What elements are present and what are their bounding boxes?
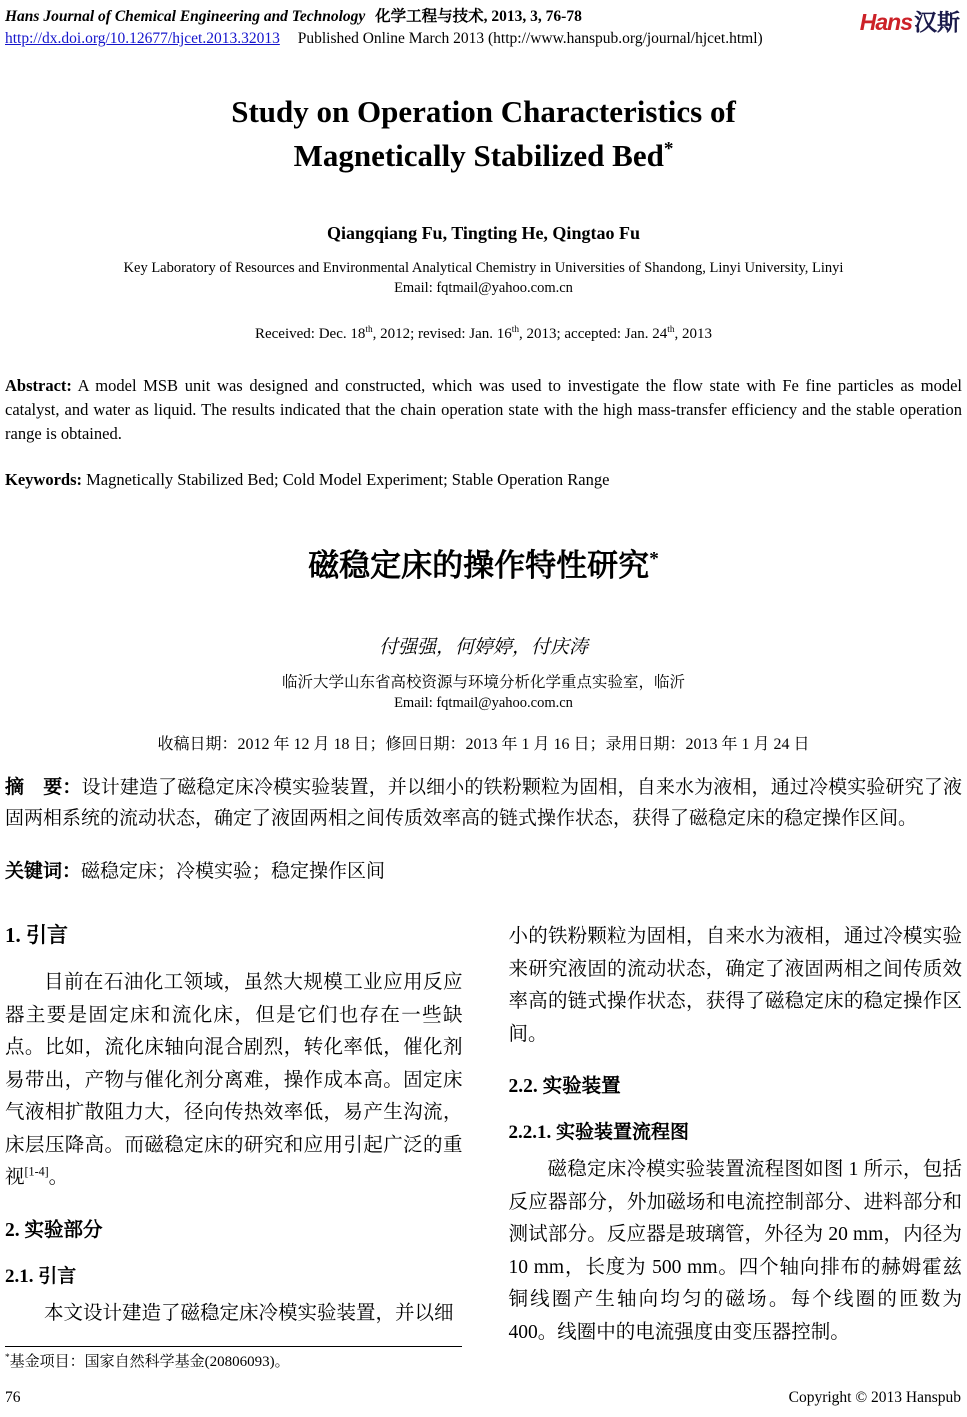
section-heading-2: 2. 实验部分 xyxy=(5,1219,103,1241)
section-heading-2-2-1: 2.2.1. 实验装置流程图 xyxy=(508,1122,689,1143)
paragraph-intro-text: 目前在石油化工领域，虽然大规模工业应用反应器主要是固定床和流化床，但是它们也存在一些缺点。比如，流化床轴向混合剧烈，转化率低，催化剂易带出，产物与催化剂分离难，操作成本高。固定床气液相扩散阻力大，径向传热效率低，易产生沟流，床层压降高。而磁稳定床的研究和应用引起广泛的重视 xyxy=(5,972,463,1188)
keywords-zh-text: 磁稳定床；冷模实验；稳定操作区间 xyxy=(81,861,386,882)
paper-title-en-line2-text: Magnetically Stabilized Bed xyxy=(293,138,664,173)
hans-logo-latin: Hans xyxy=(859,9,912,35)
affiliation-zh: 临沂大学山东省高校资源与环境分析化学重点实验室，临沂 xyxy=(281,674,685,691)
paper-title-zh xyxy=(5,544,962,588)
email-en: Email: fqtmail@yahoo.com.cn xyxy=(394,280,573,296)
keywords-en xyxy=(5,468,962,492)
keywords-zh-label: 关键词： xyxy=(5,861,82,882)
paragraph-continuation: 小的铁粉颗粒为固相，自来水为液相，通过冷模实验来研究液固的流动状态，确定了液固两相之间传质效率高的链式操作状态，获得了磁稳定床的稳定操作区间。 xyxy=(508,926,962,1045)
section-heading-2-2: 2.2. 实验装置 xyxy=(508,1076,621,1097)
received-sup: th xyxy=(667,325,675,335)
hanspub-logo xyxy=(860,4,960,37)
journal-title-line xyxy=(5,6,962,28)
paper-title-zh-text: 磁稳定床的操作特性研究 xyxy=(308,548,650,583)
doi-link[interactable]: http://dx.doi.org/10.12677/hjcet.2013.32013 xyxy=(5,30,280,47)
keywords-zh xyxy=(5,856,962,887)
paragraph-experiment: 本文设计建造了磁稳定床冷模实验装置，并以细 xyxy=(44,1302,454,1324)
paragraph-intro-end: 。 xyxy=(48,1167,69,1188)
affiliation-en: Key Laboratory of Resources and Environmental Analytical Chemistry in Universities of Shandong, Linyi University, Linyi xyxy=(123,260,844,276)
paragraph-apparatus: 磁稳定床冷模实验装置流程图如图 1 所示，包括反应器部分，外加磁场和电流控制部分、进料部分和测试部分。反应器是玻璃管，外径为 20 mm，内径为 10 mm，长度为 500 mm。四个轴向排布的赫姆霍兹铜线圈产生轴向均匀的磁场。每个线圈的匝数为 400。线圈中的电流强度由变压器控制。 xyxy=(508,1159,962,1343)
email-zh: Email: fqtmail@yahoo.com.cn xyxy=(394,695,573,711)
received-part: , 2012; revised: Jan. 16 xyxy=(372,326,512,342)
received-part: , 2013 xyxy=(674,326,713,342)
received-line xyxy=(5,324,962,344)
dates-zh: 收稿日期：2012 年 12 月 18 日；修回日期：2013 年 1 月 16 日；录用日期：2013 年 1 月 24 日 xyxy=(157,736,810,753)
paper-title-en-line2 xyxy=(5,134,962,178)
received-sup: th xyxy=(365,325,373,335)
published-info: Published Online March 2013 (http://www.hanspub.org/journal/hjcet.html) xyxy=(297,30,763,47)
abstract-en-text: A model MSB unit was designed and constructed, which was used to investigate the flow state with Fe fine particles as model catalyst, and water as liquid. The results indicated that the chain operation state with the high mass-transfer efficiency and the stable operation range is obtained. xyxy=(5,376,962,443)
received-part: , 2013; accepted: Jan. 24 xyxy=(518,326,668,342)
abstract-zh-text: 设计建造了磁稳定床冷模实验装置，并以细小的铁粉颗粒为固相，自来水为液相，通过冷模实验研究了液固两相系统的流动状态，确定了液固两相之间传质效率高的链式操作状态，获得了磁稳定床的稳定操作区间。 xyxy=(5,777,962,829)
abstract-zh-label: 摘 要： xyxy=(5,777,82,798)
abstract-en xyxy=(5,374,962,446)
authors-en: Qiangqiang Fu, Tingting He, Qingtao Fu xyxy=(327,223,640,243)
right-column xyxy=(508,921,962,1372)
journal-title-zh: 化学工程与技术, 2013, 3, 76-78 xyxy=(375,8,582,25)
journal-title-en: Hans Journal of Chemical Engineering and Technology xyxy=(5,8,366,25)
footnote-text: 基金项目：国家自然科学基金(20806093)。 xyxy=(9,1354,290,1370)
paper-title-en xyxy=(5,90,962,178)
footnote-mark: * xyxy=(5,1353,10,1363)
abstract-zh xyxy=(5,772,962,834)
doi-line xyxy=(5,28,962,50)
funding-footnote xyxy=(5,1346,462,1372)
left-column xyxy=(5,921,462,1372)
title-zh-footnote-mark: * xyxy=(649,548,659,570)
authors-zh: 付强强，何婷婷，付庆涛 xyxy=(378,637,588,658)
section-heading-1: 1. 引言 xyxy=(5,923,68,947)
paper-title-en-line1: Study on Operation Characteristics of xyxy=(231,94,736,129)
page-number: 76 xyxy=(5,1389,21,1406)
paragraph-intro xyxy=(5,967,462,1195)
keywords-en-text: Magnetically Stabilized Bed; Cold Model Experiment; Stable Operation Range xyxy=(82,470,610,489)
hans-logo-hanzi: 汉斯 xyxy=(914,9,960,35)
keywords-en-label: Keywords: xyxy=(5,470,82,489)
abstract-en-label: Abstract: xyxy=(5,376,72,395)
copyright-notice: Copyright © 2013 Hanspub xyxy=(788,1389,961,1406)
body-columns xyxy=(5,921,962,1372)
received-sup: th xyxy=(511,325,519,335)
received-part: Received: Dec. 18 xyxy=(254,326,366,342)
section-heading-2-1: 2.1. 引言 xyxy=(5,1265,77,1287)
journal-header xyxy=(5,6,962,50)
title-footnote-mark: * xyxy=(663,138,674,160)
citation-ref: [1-4] xyxy=(24,1164,49,1179)
